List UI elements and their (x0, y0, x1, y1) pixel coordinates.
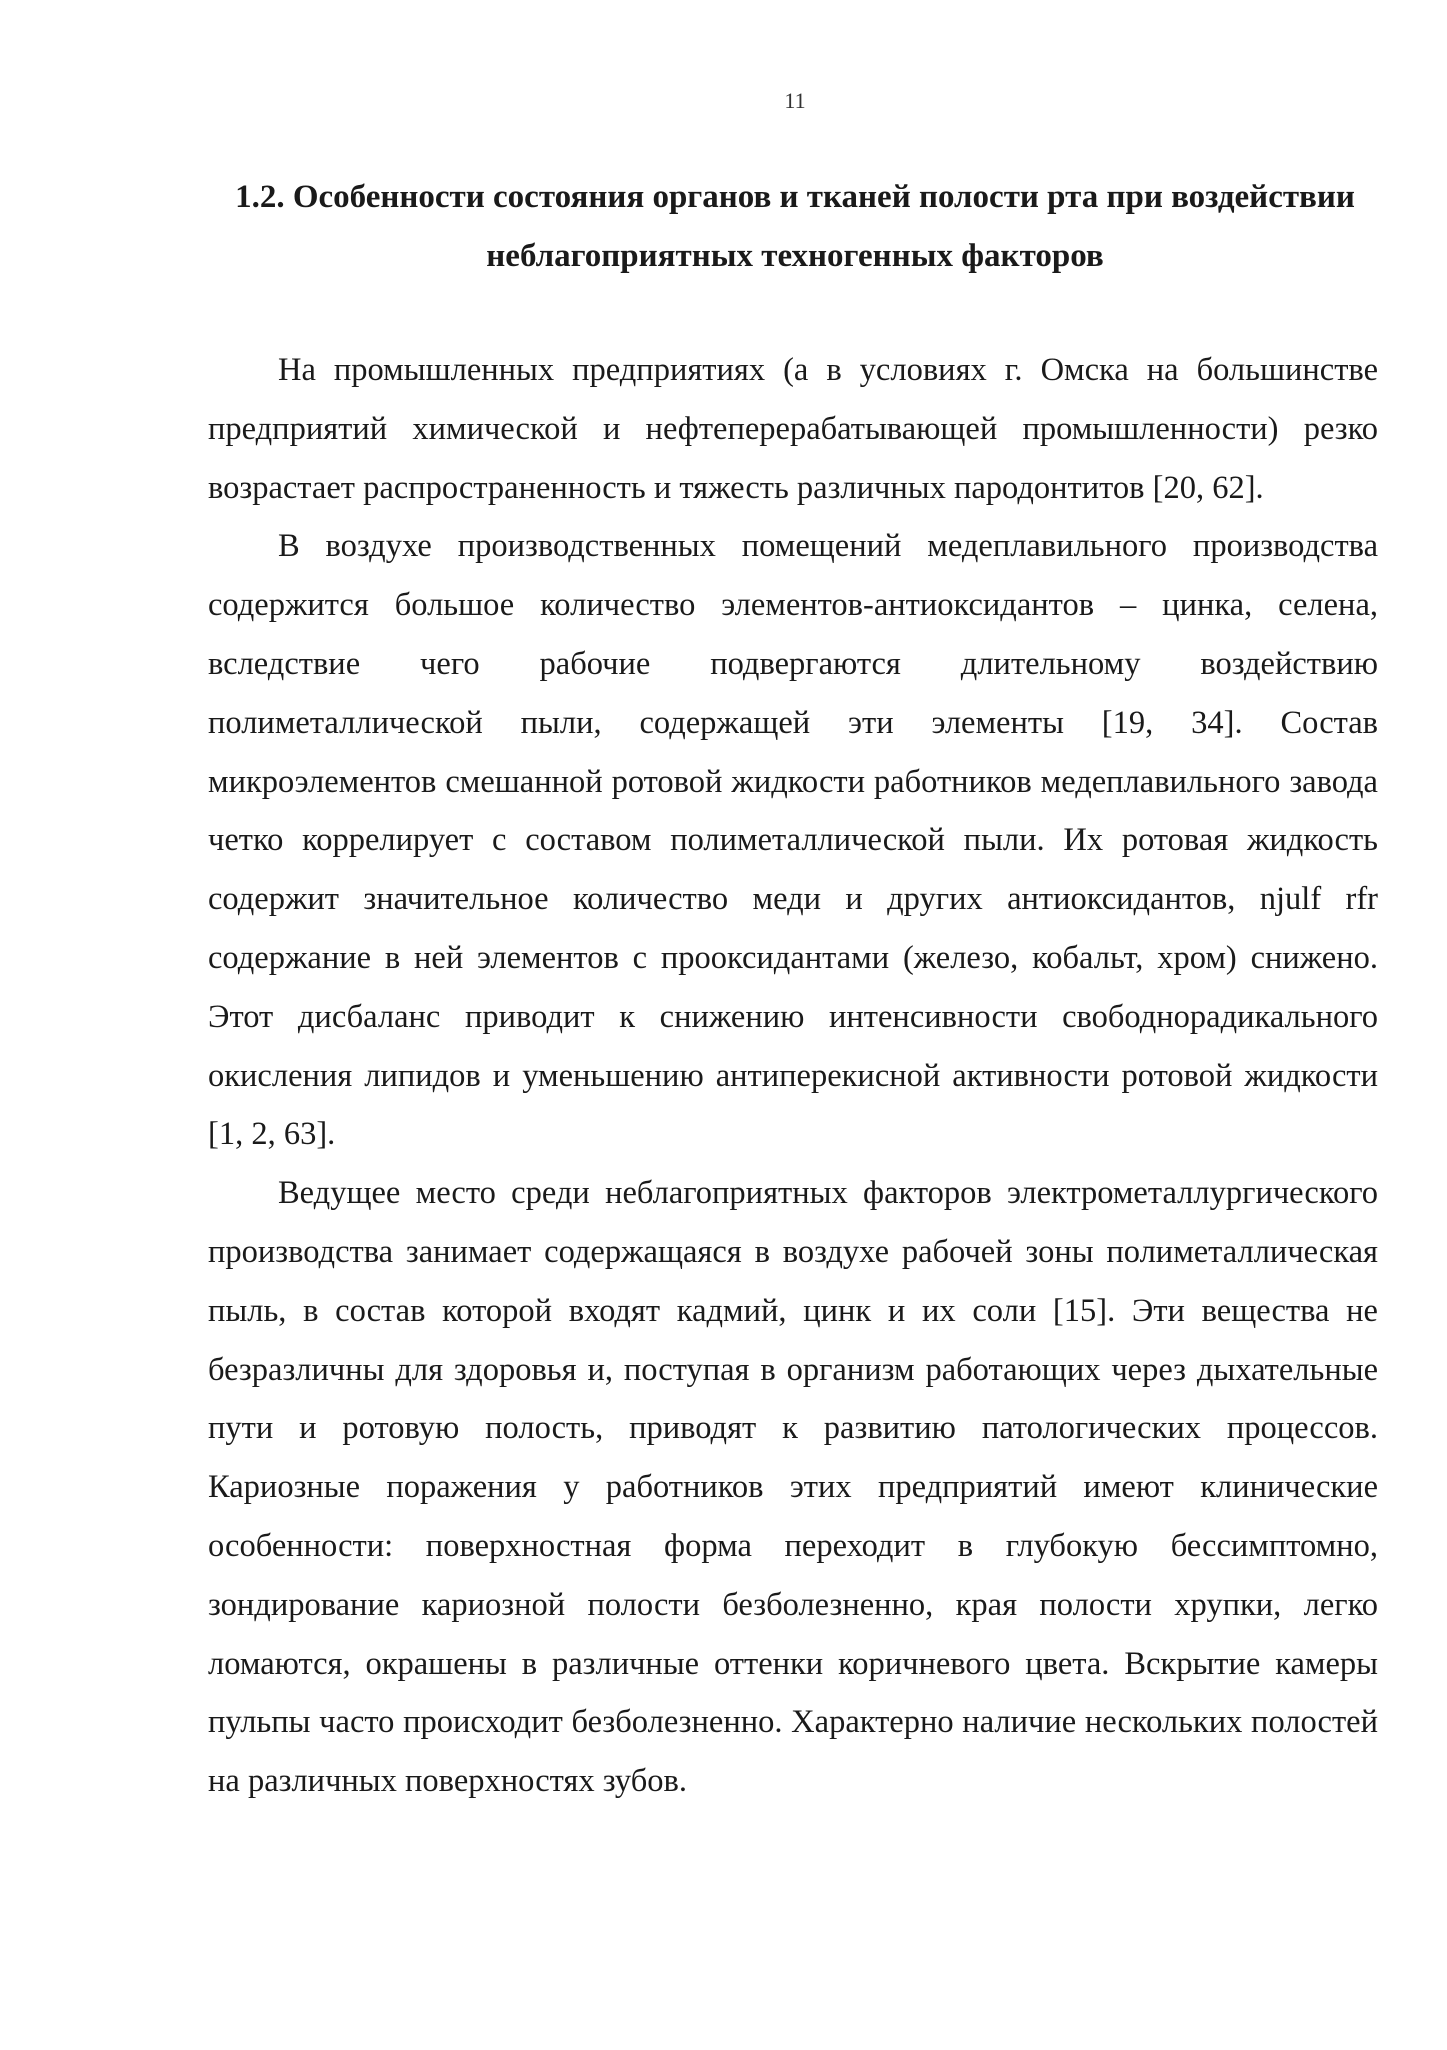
section-heading: 1.2. Особенности состояния органов и тканей полости рта при воздействии неблагоприятных техногенных факторов (235, 179, 1355, 274)
paragraph: На промышленных предприятиях (а в условиях г. Омска на большинстве предприятий химической и нефтеперерабатывающей промышленности) резко возрастает распространенность и тяжесть различных пародонтитов [20, 62]. (208, 352, 1378, 506)
page-number: 11 (784, 88, 806, 113)
paragraph: Ведущее место среди неблагоприятных факторов электрометаллургического производства занимает содержащаяся в воздухе рабочей зоны полиметаллическая пыль, в состав которой входят кадмий, цинк и их соли [15]. Эти вещества не безразличны для здоровья и, поступая в организм работающих через дыхательные пути и ротовую полость, приводят к развитию патологических процессов. Кариозные поражения у работников этих предприятий имеют клинические особенности: поверхностная форма переходит в глубокую бессимптомно, зондирование кариозной полости безболезненно, края полости хрупки, легко ломаются, окрашены в различные оттенки коричневого цвета. Вскрытие камеры пульпы часто происходит безболезненно. Характерно наличие нескольких полостей на различных поверхностях зубов. (208, 1175, 1378, 1800)
paragraph: В воздухе производственных помещений медеплавильного производства содержится большое количество элементов-антиоксидантов – цинка, селена, вследствие чего рабочие подвергаются длительному воздействию полиметаллической пыли, содержащей эти элементы [19, 34]. Состав микроэлементов смешанной ротовой жидкости работников медеплавильного завода четко коррелирует с составом полиметаллической пыли. Их ротовая жидкость содержит значительное количество меди и других антиоксидантов, njulf rfr содержание в ней элементов с прооксидантами (железо, кобальт, хром) снижено. Этот дисбаланс приводит к снижению интенсивности свободнорадикального окисления липидов и уменьшению антиперекисной активности ротовой жидкости [1, 2, 63]. (208, 528, 1378, 1153)
body-text (208, 341, 1378, 1811)
